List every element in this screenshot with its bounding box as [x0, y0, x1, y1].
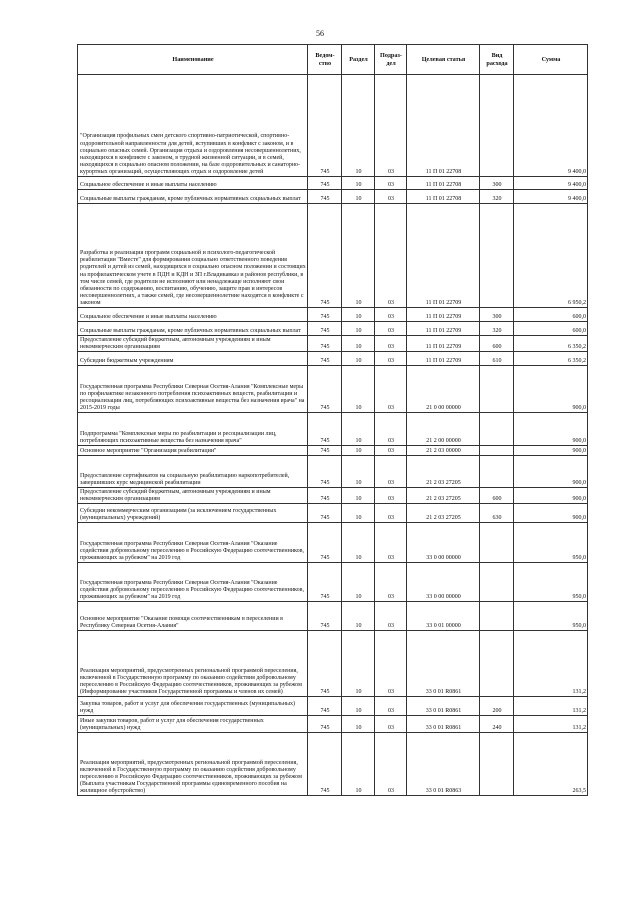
row-name: Социальные выплаты гражданам, кроме публичных нормативных социальных выплат: [78, 322, 308, 336]
table-row: [78, 456, 588, 488]
row-name: Субсидии бюджетным учреждениям: [78, 352, 308, 366]
row-name: Основное мероприятие "Оказание помощи соотечественникам в переселении в Республику Северная Осетия-Алания": [78, 602, 308, 631]
row-target: 11 П 01 22709: [407, 352, 480, 366]
row-exp-type: [480, 204, 514, 308]
row-section: 10: [342, 322, 375, 336]
row-dept: 745: [308, 456, 342, 488]
row-amount: 900,0: [514, 446, 588, 456]
header-section: Раздел: [342, 45, 375, 75]
row-target: 33 0 01 R0861: [407, 631, 480, 697]
row-dept: 745: [308, 504, 342, 523]
table-row: [78, 602, 588, 631]
row-name: Реализация мероприятий, предусмотренных региональной программой переселения, включенной в Государственную программу по оказанию содействия добровольному переселению в Российскую Федерацию соотечественников, проживающих за рубежом (Информирование участников Государственной программы и членов их семей): [78, 631, 308, 697]
table-row: [78, 366, 588, 413]
row-exp-type: 630: [480, 504, 514, 523]
row-section: 10: [342, 177, 375, 190]
row-section: 10: [342, 488, 375, 504]
row-subsection: 03: [375, 697, 407, 716]
table-row: [78, 204, 588, 308]
row-section: 10: [342, 563, 375, 602]
row-name: Государственная программа Республики Северная Осетия-Алания "Оказание содействия добровольному переселению в Российскую Федерацию соотечественников, проживающих за рубежом" на 2019 год: [78, 523, 308, 563]
row-dept: 745: [308, 488, 342, 504]
row-exp-type: 240: [480, 716, 514, 733]
row-target: 21 2 00 00000: [407, 413, 480, 446]
row-name: Основное мероприятие "Организация реабилитации": [78, 446, 308, 456]
header-target: Целевая статья: [407, 45, 480, 75]
row-subsection: 03: [375, 631, 407, 697]
row-name: Разработка и реализация программ социальной и психолого-педагогической реабилитации "Вместе" для формирования социально ответственного поведения родителей и детей из семей, находящихся в социально опасном положении и состоящих на профилактическом учете в ПДН и КДН и ЗП г.Владикавказ и районов республики, в том числе семей, где родители не исполняют или ненадлежаще исполняют свои обязанности по содержанию, воспитанию, обучению, защите прав и интересов несовершеннолетних, а также семей, где несовершеннолетние находятся в конфликте с законом: [78, 204, 308, 308]
row-dept: 745: [308, 716, 342, 733]
row-target: 11 П 01 22708: [407, 190, 480, 204]
row-subsection: 03: [375, 446, 407, 456]
row-dept: 745: [308, 602, 342, 631]
row-subsection: 03: [375, 308, 407, 322]
row-amount: 600,0: [514, 308, 588, 322]
row-name: Подпрограмма "Комплексные меры по реабилитации и ресоциализации лиц, потребляющих психоактивные вещества без назначения врача": [78, 413, 308, 446]
row-amount: 900,0: [514, 413, 588, 446]
row-amount: 900,0: [514, 488, 588, 504]
row-subsection: 03: [375, 352, 407, 366]
row-dept: 745: [308, 523, 342, 563]
row-exp-type: 320: [480, 190, 514, 204]
row-section: 10: [342, 504, 375, 523]
row-exp-type: 600: [480, 488, 514, 504]
row-dept: 745: [308, 733, 342, 796]
table-row: [78, 75, 588, 177]
row-name: Социальное обеспечение и иные выплаты населению: [78, 177, 308, 190]
row-target: 11 П 01 22708: [407, 177, 480, 190]
row-amount: 600,0: [514, 322, 588, 336]
row-section: 10: [342, 456, 375, 488]
row-amount: 900,0: [514, 504, 588, 523]
row-target: 33 0 00 00000: [407, 563, 480, 602]
table-row: [78, 190, 588, 204]
row-exp-type: [480, 563, 514, 602]
table-row: [78, 352, 588, 366]
row-subsection: 03: [375, 716, 407, 733]
row-target: 21 2 03 27205: [407, 488, 480, 504]
row-target: 33 0 01 R0861: [407, 697, 480, 716]
table-row: [78, 336, 588, 352]
row-section: 10: [342, 336, 375, 352]
row-section: 10: [342, 190, 375, 204]
row-exp-type: 600: [480, 336, 514, 352]
row-amount: 6 950,2: [514, 204, 588, 308]
row-exp-type: 320: [480, 322, 514, 336]
row-dept: 745: [308, 631, 342, 697]
header-exp-type: Вид расхода: [480, 45, 514, 75]
row-section: 10: [342, 697, 375, 716]
row-subsection: 03: [375, 456, 407, 488]
row-exp-type: [480, 456, 514, 488]
row-name: Социальные выплаты гражданам, кроме публичных нормативных социальных выплат: [78, 190, 308, 204]
row-section: 10: [342, 366, 375, 413]
row-name: Государственная программа Республики Северная Осетия-Алания "Оказание содействия добровольному переселению в Российскую Федерацию соотечественников, проживающих за рубежом" на 2019 год: [78, 563, 308, 602]
row-subsection: 03: [375, 177, 407, 190]
row-name: Предоставление субсидий бюджетным, автономным учреждениям и иным некоммерческим организациям: [78, 336, 308, 352]
row-section: 10: [342, 308, 375, 322]
row-target: 21 0 00 00000: [407, 366, 480, 413]
row-name: Государственная программа Республики Северная Осетия-Алания "Комплексные меры по профилактике незаконного потребления психоактивных веществ, реабилитации и ресоциализации лиц, потребляющих психоактивные вещества без назначения врача" на 2015-2019 годы: [78, 366, 308, 413]
header-name: Наименование: [78, 45, 308, 75]
row-subsection: 03: [375, 563, 407, 602]
row-name: Социальное обеспечение и иные выплаты населению: [78, 308, 308, 322]
row-dept: 745: [308, 75, 342, 177]
row-section: 10: [342, 413, 375, 446]
row-amount: 9 400,0: [514, 190, 588, 204]
row-dept: 745: [308, 322, 342, 336]
row-target: 21 2 03 27205: [407, 456, 480, 488]
row-amount: 900,0: [514, 456, 588, 488]
row-exp-type: [480, 523, 514, 563]
row-subsection: 03: [375, 523, 407, 563]
row-amount: 950,0: [514, 523, 588, 563]
row-exp-type: 300: [480, 308, 514, 322]
row-subsection: 03: [375, 190, 407, 204]
row-subsection: 03: [375, 733, 407, 796]
row-exp-type: [480, 75, 514, 177]
row-section: 10: [342, 352, 375, 366]
row-amount: 131,2: [514, 716, 588, 733]
budget-table: [77, 44, 588, 796]
header-subsection: Подраз-дел: [375, 45, 407, 75]
table-row: [78, 733, 588, 796]
row-section: 10: [342, 204, 375, 308]
row-amount: 900,0: [514, 366, 588, 413]
row-amount: 9 400,0: [514, 177, 588, 190]
row-target: 11 П 01 22709: [407, 322, 480, 336]
row-target: 21 2 03 27205: [407, 504, 480, 523]
row-name: Предоставление сертификатов на социальную реабилитацию наркопотребителей, завершивших курс медицинской реабилитации: [78, 456, 308, 488]
row-dept: 745: [308, 204, 342, 308]
row-exp-type: 300: [480, 177, 514, 190]
row-exp-type: [480, 413, 514, 446]
row-name: Предоставление субсидий бюджетным, автономным учреждениям и иным некоммерческим организациям: [78, 488, 308, 504]
row-target: 33 0 00 00000: [407, 523, 480, 563]
row-amount: 131,2: [514, 631, 588, 697]
row-dept: 745: [308, 563, 342, 602]
row-section: 10: [342, 523, 375, 563]
row-exp-type: 610: [480, 352, 514, 366]
row-dept: 745: [308, 190, 342, 204]
row-section: 10: [342, 733, 375, 796]
row-dept: 745: [308, 336, 342, 352]
row-dept: 745: [308, 177, 342, 190]
row-dept: 745: [308, 697, 342, 716]
row-subsection: 03: [375, 336, 407, 352]
row-amount: 9 400,0: [514, 75, 588, 177]
row-target: 11 П 01 22709: [407, 336, 480, 352]
row-dept: 745: [308, 352, 342, 366]
row-section: 10: [342, 716, 375, 733]
row-subsection: 03: [375, 504, 407, 523]
table-row: [78, 413, 588, 446]
row-name: Закупка товаров, работ и услуг для обеспечения государственных (муниципальных) нужд: [78, 697, 308, 716]
row-section: 10: [342, 631, 375, 697]
row-name: Субсидии некоммерческим организациям (за исключением государственных (муниципальных) учреждений): [78, 504, 308, 523]
table-row: [78, 446, 588, 456]
row-amount: 131,2: [514, 697, 588, 716]
row-amount: 950,0: [514, 602, 588, 631]
row-subsection: 03: [375, 204, 407, 308]
row-amount: 6 350,2: [514, 336, 588, 352]
row-name: Реализация мероприятий, предусмотренных региональной программой переселения, включенной в Государственную программу по оказанию содействия добровольному переселению в Российскую Федерацию соотечественников, проживающих за рубежом (Выплата участникам Государственной программы единовременного пособия на жилищное обустройство): [78, 733, 308, 796]
table-row: [78, 631, 588, 697]
row-subsection: 03: [375, 602, 407, 631]
row-target: 33 0 01 R0861: [407, 716, 480, 733]
table-row: [78, 488, 588, 504]
row-exp-type: [480, 733, 514, 796]
row-target: 33 0 01 00000: [407, 602, 480, 631]
row-amount: 6 350,2: [514, 352, 588, 366]
row-dept: 745: [308, 308, 342, 322]
row-target: 11 П 01 22709: [407, 204, 480, 308]
row-dept: 745: [308, 446, 342, 456]
row-subsection: 03: [375, 75, 407, 177]
table-row: [78, 563, 588, 602]
row-target: 33 0 01 R0863: [407, 733, 480, 796]
row-dept: 745: [308, 366, 342, 413]
row-amount: 950,0: [514, 563, 588, 602]
page-number: 56: [316, 29, 324, 38]
row-exp-type: 200: [480, 697, 514, 716]
row-section: 10: [342, 446, 375, 456]
row-section: 10: [342, 602, 375, 631]
row-target: 11 П 01 22709: [407, 308, 480, 322]
header-amount: Сумма: [514, 45, 588, 75]
header-dept: Ведом-ство: [308, 45, 342, 75]
row-name: "Организация профильных смен детского спортивно-патриотической, спортивно-оздоровительной направленности для детей, вступивших в конфликт с законом, и в социально опасных семей. Организация отдыха и оздоровления несовершеннолетних, находящихся в конфликте с законом, в трудной жизненной ситуации, и в семей, находящихся в социально опасном положении, на базе оздоровительных и санаторно-курортных организаций, осуществляющих отдых и оздоровление детей: [78, 75, 308, 177]
row-target: 21 2 03 00000: [407, 446, 480, 456]
row-exp-type: [480, 366, 514, 413]
table-row: [78, 504, 588, 523]
table-row: [78, 523, 588, 563]
table-row: [78, 308, 588, 322]
row-subsection: 03: [375, 488, 407, 504]
table-row: [78, 716, 588, 733]
table-row: [78, 177, 588, 190]
row-exp-type: [480, 602, 514, 631]
table-row: [78, 697, 588, 716]
row-exp-type: [480, 631, 514, 697]
row-subsection: 03: [375, 413, 407, 446]
row-name: Иные закупки товаров, работ и услуг для обеспечения государственных (муниципальных) нужд: [78, 716, 308, 733]
row-section: 10: [342, 75, 375, 177]
row-target: 11 П 01 22708: [407, 75, 480, 177]
row-exp-type: [480, 446, 514, 456]
table-row: [78, 322, 588, 336]
row-dept: 745: [308, 413, 342, 446]
row-subsection: 03: [375, 322, 407, 336]
row-amount: 263,5: [514, 733, 588, 796]
row-subsection: 03: [375, 366, 407, 413]
table-header-row: [78, 45, 588, 75]
